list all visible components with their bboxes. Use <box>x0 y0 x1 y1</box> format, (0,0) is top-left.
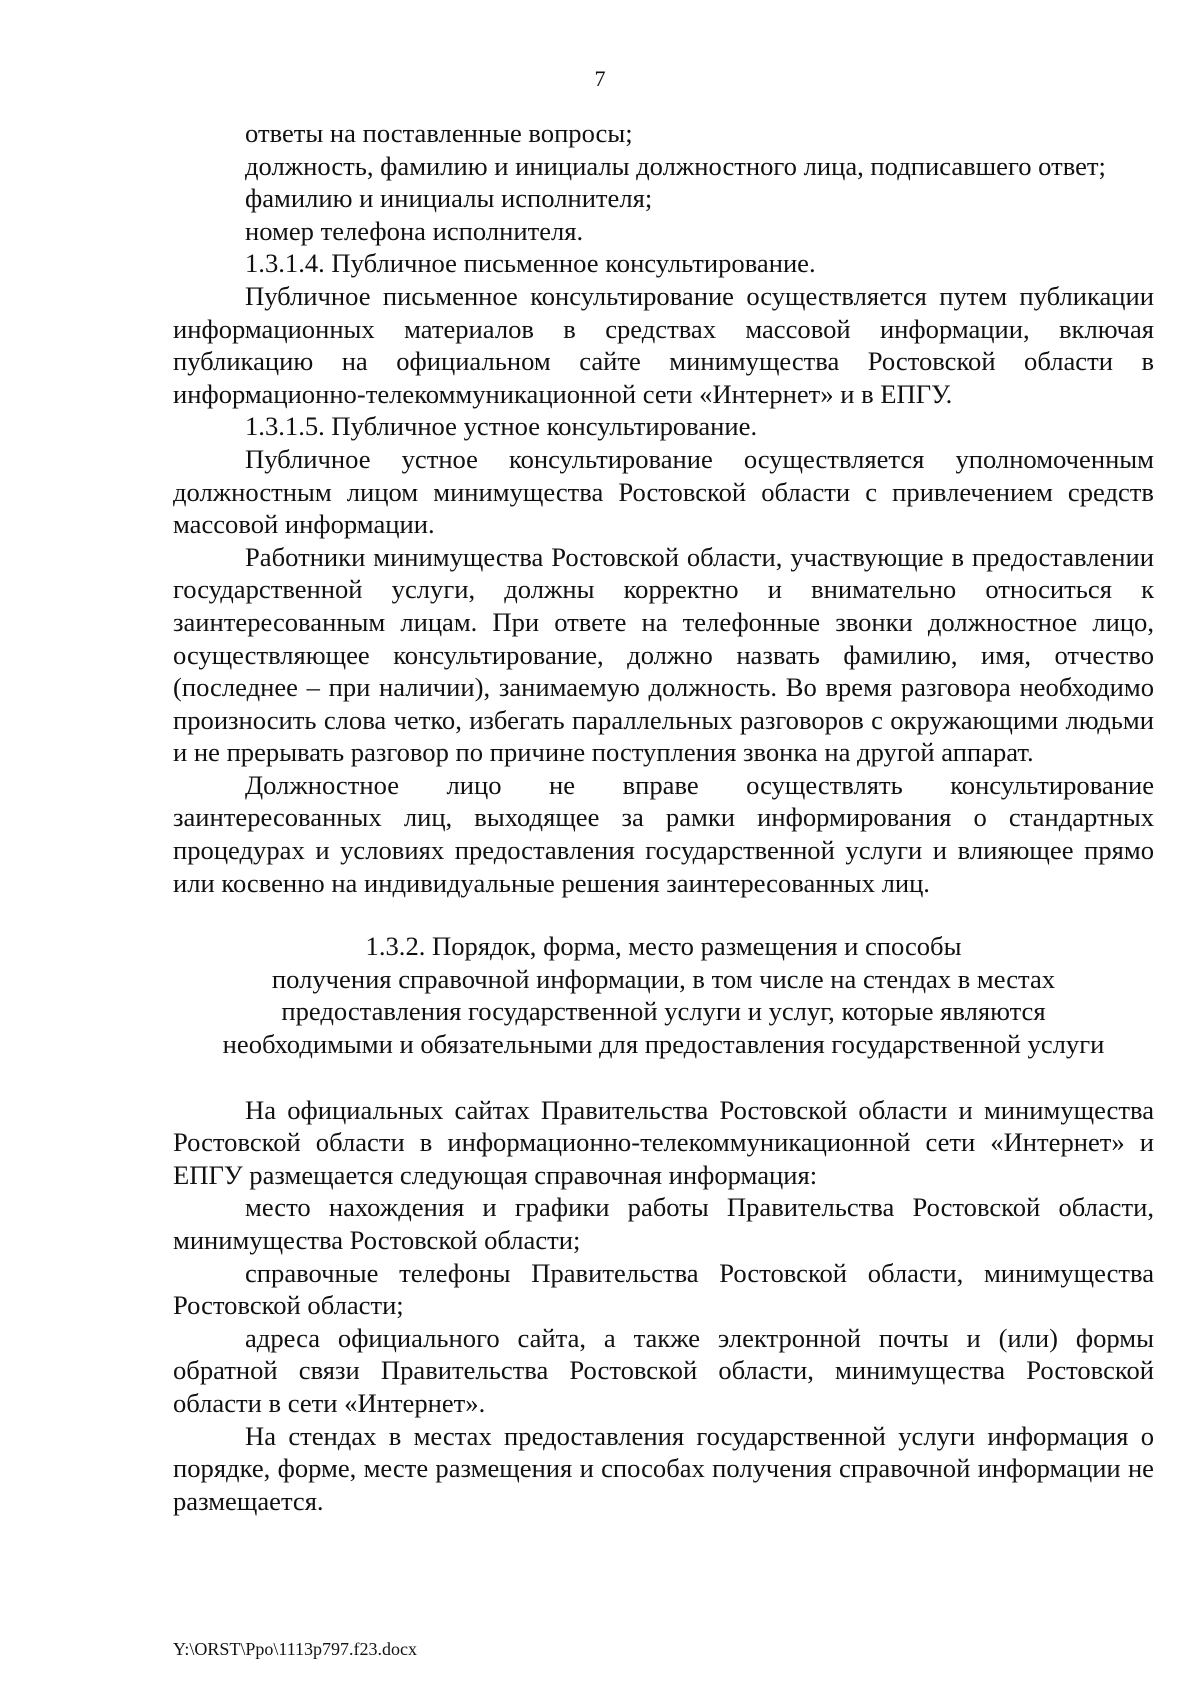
paragraph: справочные телефоны Правительства Ростовской области, минимущества Ростовской области; <box>173 1257 1154 1321</box>
paragraph: фамилию и инициалы исполнителя; <box>245 183 653 214</box>
paragraph: ответы на поставленные вопросы; <box>245 118 633 148</box>
paragraph: номер телефона исполнителя. <box>245 215 584 246</box>
paragraph: Публичное устное консультирование осуществляется уполномоченным должностным лицом минимущества Ростовской области с привлечением средств массовой информации. <box>173 443 1154 540</box>
paragraph: Работники минимущества Ростовской области, участвующие в предоставлении государственной услуги, должны корректно и внимательно относиться к заинтересованным лицам. При ответе на телефонные звонки должностное лицо, осуществляющее консультирование, должно назвать фамилию, имя, отчество (последнее – при наличии), занимаемую должность. Во время разговора необходимо произносить слова четко, избегать параллельных разговоров с окружающими людьми и не прерывать разговор по причине поступления звонка на другой аппарат. <box>173 541 1154 768</box>
heading-line: предоставления государственной услуги и услуг, которые являются <box>281 996 1046 1027</box>
paragraph: адреса официального сайта, а также электронной почты и (или) формы обратной связи Правительства Ростовской области, минимущества Ростовской области в сети «Интернет». <box>173 1322 1154 1418</box>
heading-line: необходимыми и обязательными для предоставления государственной услуги <box>222 1029 1105 1060</box>
section-heading-1-3-2 <box>173 930 1154 1060</box>
section-heading-1-3-1-4: 1.3.1.4. Публичное письменное консультирование. <box>245 248 816 279</box>
heading-line: получения справочной информации, в том числе на стендах в местах <box>271 963 1056 994</box>
heading-line: 1.3.2. Порядок, форма, место размещения и способы <box>365 931 962 962</box>
section-heading-1-3-1-5: 1.3.1.5. Публичное устное консультирование. <box>245 411 758 442</box>
paragraph: Должностное лицо не вправе осуществлять консультирование заинтересованных лиц, выходящее за рамки информирования о стандартных процедурах и условиях предоставления государственной услуги и влияющее прямо или косвенно на индивидуальные решения заинтересованных лиц. <box>173 769 1154 898</box>
document-body <box>173 117 1154 1517</box>
paragraph: место нахождения и графики работы Правительства Ростовской области, минимущества Ростовской области; <box>173 1192 1154 1255</box>
paragraph: На стендах в местах предоставления государственной услуги информация о порядке, форме, месте размещения и способах получения справочной информации не размещается. <box>173 1420 1154 1516</box>
paragraph: На официальных сайтах Правительства Ростовской области и минимущества Ростовской области в информационно-телекоммуникационной сети «Интернет» и ЕПГУ размещается следующая справочная информация: <box>173 1094 1154 1190</box>
page-number: 7 <box>594 66 606 91</box>
paragraph: Публичное письменное консультирование осуществляется путем публикации информационных материалов в средствах массовой информации, включая публикацию на официальном сайте минимущества Ростовской области в информационно-телекоммуникационной сети «Интернет» и в ЕПГУ. <box>173 280 1154 409</box>
paragraph: должность, фамилию и инициалы должностного лица, подписавшего ответ; <box>245 150 1106 181</box>
footer-file-path: Y:\ORST\Ppo\1113p797.f23.docx <box>173 1639 418 1659</box>
